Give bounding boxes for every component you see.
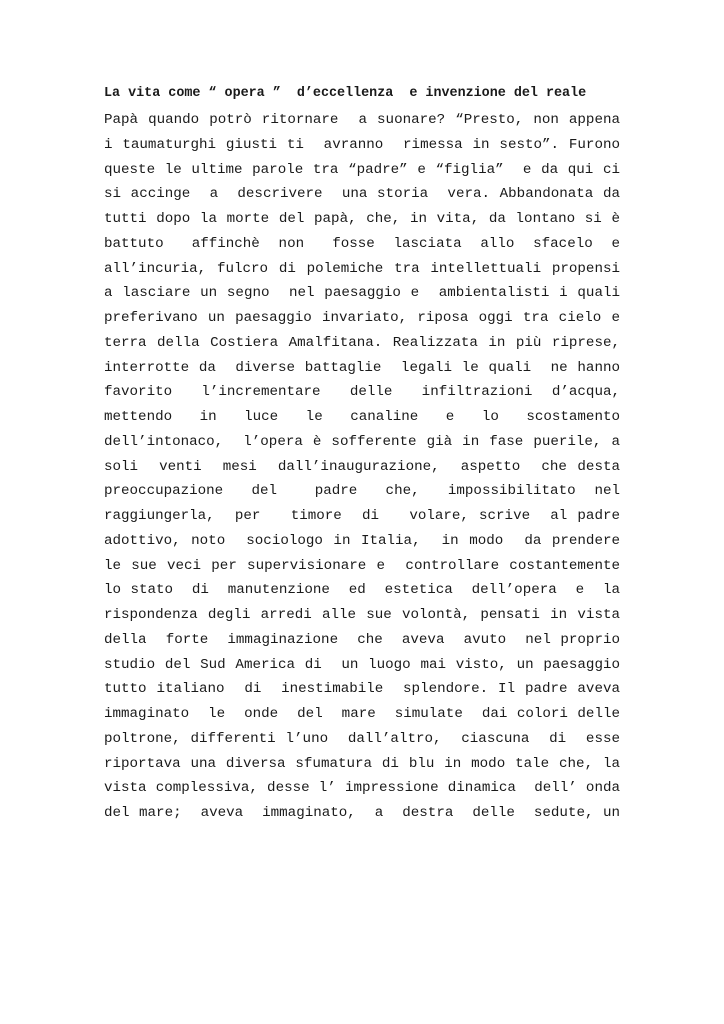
text-line: soli venti mesi dall’inaugurazione, aspetto che desta [104,458,620,475]
text-line: riportava una diversa sfumatura di blu in modo tale che, la [104,755,620,772]
text-line: vista complessiva, desse l’ impressione dinamica dell’ onda [104,780,620,797]
body-text [104,108,620,826]
text-line: rispondenza degli arredi alle sue volontà, pensati in vista [104,607,620,623]
text-line: tutto italiano di inestimabile splendore. Il padre aveva [104,681,620,698]
text-line: interrotte da diverse battaglie legali le quali ne hanno [104,359,620,376]
document-title: La vita come “ opera ” d’eccellenza e invenzione del reale [104,86,587,101]
text-line: tutti dopo la morte del papà, che, in vita, da lontano si è [104,211,620,227]
text-line: favorito l’incrementare delle infiltrazioni d’acqua, [104,384,620,401]
text-line: le sue veci per supervisionare e controllare costantemente [104,557,620,574]
text-line: a lasciare un segno nel paesaggio e ambientalisti i quali [104,285,620,302]
text-line: dell’intonaco, l’opera è sofferente già in fase puerile, a [104,433,620,450]
text-line: i taumaturghi giusti ti avranno rimessa in sesto”. Furono [104,136,620,153]
text-line: all’incuria, fulcro di polemiche tra intellettuali propensi [104,260,620,277]
text-line: queste le ultime parole tra “padre” e “figlia” e da qui ci [104,161,620,178]
text-line: poltrone, differenti l’uno dall’altro, ciascuna di esse [104,730,620,747]
text-line: mettendo in luce le canaline e lo scostamento [104,409,620,425]
text-line: preoccupazione del padre che, impossibilitato nel [104,483,620,500]
text-line: battuto affinchè non fosse lasciata allo sfacelo e [104,235,620,252]
text-line: preferivano un paesaggio invariato, riposa oggi tra cielo e [104,310,620,326]
text-line: si accinge a descrivere una storia vera. Abbandonata da [104,186,620,203]
text-line: della forte immaginazione che aveva avuto nel proprio [104,631,620,648]
text-line: adottivo, noto sociologo in Italia, in modo da prendere [104,532,620,549]
text-line: Papà quando potrò ritornare a suonare? “Presto, non appena [104,112,620,128]
text-line: raggiungerla, per timore di volare, scrive al padre [104,508,620,524]
text-line: studio del Sud America di un luogo mai visto, un paesaggio [104,656,620,673]
text-line: immaginato le onde del mare simulate dai colori delle [104,706,620,722]
text-line: terra della Costiera Amalfitana. Realizzata in più riprese, [104,334,620,351]
text-line: del mare; aveva immaginato, a destra delle sedute, un [104,805,620,821]
text-line: lo stato di manutenzione ed estetica dell’opera e la [104,582,620,599]
